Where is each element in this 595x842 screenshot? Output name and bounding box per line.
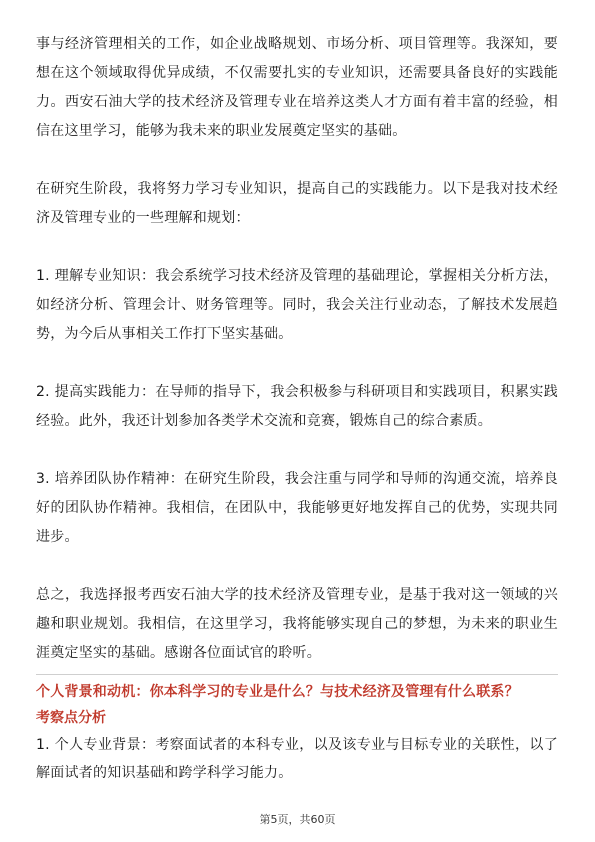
paragraph-gap — [36, 146, 558, 175]
paragraph-gap — [36, 552, 558, 581]
paragraph-gap — [36, 349, 558, 378]
interview-question: 个人背景和动机：你本科学习的专业是什么？与技术经济及管理有什么联系？ — [36, 684, 519, 700]
section-divider — [36, 674, 558, 675]
page-number: 第5页，共60页 — [259, 813, 336, 826]
paragraph-gap — [36, 233, 558, 262]
analysis-heading: 考察点分析 — [36, 710, 106, 726]
paragraph-item-2: 2. 提高实践能力：在导师的指导下，我会积极参与科研项目和实践项目，积累实践经验。此外，我还计划参加各类学术交流和竞赛，锻炼自己的综合素质。 — [36, 384, 558, 429]
paragraph-item-3: 3. 培养团队协作精神：在研究生阶段，我会注重与同学和导师的沟通交流，培养良好的团队协作精神。我相信，在团队中，我能够更好地发挥自己的优势，实现共同进步。 — [36, 471, 558, 545]
paragraph-item-1: 1. 理解专业知识：我会系统学习技术经济及管理的基础理论，掌握相关分析方法，如经济分析、管理会计、财务管理等。同时，我会关注行业动态，了解技术发展趋势，为今后从事相关工作打下坚实基础。 — [36, 268, 558, 342]
paragraph-plan-intro: 在研究生阶段，我将努力学习专业知识，提高自己的实践能力。以下是我对技术经济及管理专业的一些理解和规划： — [36, 181, 558, 226]
paragraph-conclusion: 总之，我选择报考西安石油大学的技术经济及管理专业，是基于我对这一领域的兴趣和职业规划。我相信，在这里学习，我将能够实现自己的梦想，为未来的职业生涯奠定坚实的基础。感谢各位面试官的聆听。 — [36, 587, 558, 661]
paragraph-intro-continued: 事与经济管理相关的工作，如企业战略规划、市场分析、项目管理等。我深知，要想在这个领域取得优异成绩，不仅需要扎实的专业知识，还需要具备良好的实践能力。西安石油大学的技术经济及管理专业在培养这类人才方面有着丰富的经验，相信在这里学习，能够为我未来的职业发展奠定坚实的基础。 — [36, 36, 558, 139]
analysis-item-1: 1. 个人专业背景：考察面试者的本科专业，以及该专业与目标专业的关联性，以了解面试者的知识基础和跨学科学习能力。 — [36, 737, 558, 781]
answer-body — [36, 30, 558, 668]
paragraph-gap — [36, 436, 558, 465]
